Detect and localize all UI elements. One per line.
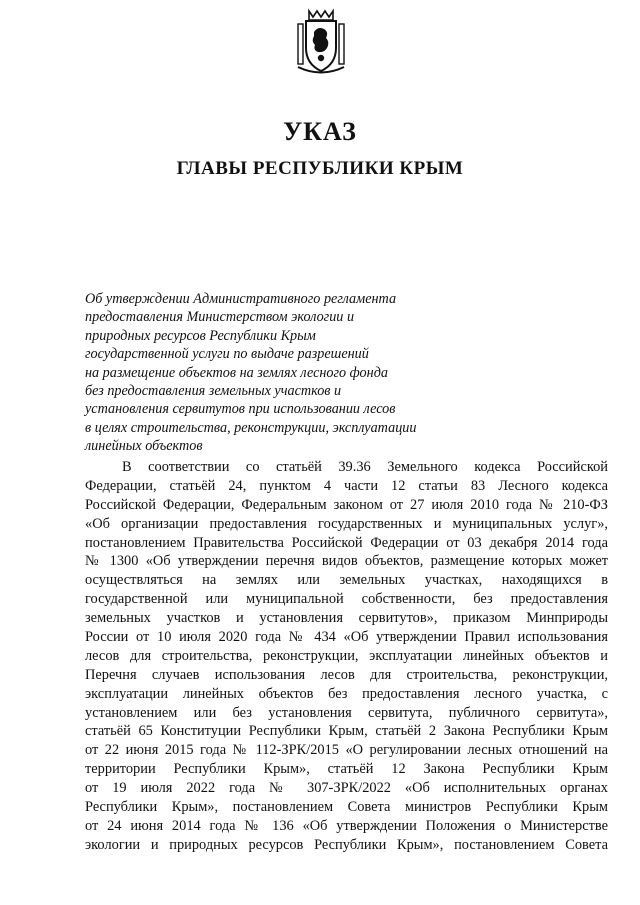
body-line: Республики Крым», постановлением Совета министров Республики Крым bbox=[85, 799, 608, 816]
document-body bbox=[85, 458, 608, 855]
body-line: постановлением Правительства Российской Федерации от 03 декабря 2014 года bbox=[85, 534, 608, 551]
body-line: от 19 июля 2022 года № 307-ЗРК/2022 «Об исполнительных органах bbox=[85, 780, 608, 797]
document-title: УКАЗ bbox=[283, 117, 357, 146]
subject-line: на размещение объектов на землях лесного фонда bbox=[85, 364, 388, 381]
subject-line: Об утверждении Административного регламента bbox=[85, 291, 397, 307]
crimea-coat-of-arms-icon bbox=[294, 8, 348, 78]
body-line: «Об организации предоставления государственных и муниципальных услуг», bbox=[85, 515, 608, 532]
subject-line: предоставления Министерством экологии и bbox=[85, 309, 355, 326]
body-line: экологии и природных ресурсов Республики Крым», постановлением Совета bbox=[85, 836, 608, 853]
body-line: государственной или муниципальной собственности, без предоставления bbox=[85, 591, 608, 608]
document-subtitle: ГЛАВЫ РЕСПУБЛИКИ КРЫМ bbox=[176, 158, 464, 179]
body-line: от 24 июня 2014 года № 136 «Об утверждении Положения о Министерстве bbox=[85, 817, 608, 834]
body-line: В соответствии со статьёй 39.36 Земельного кодекса Российской bbox=[122, 459, 608, 475]
body-line: № 1300 «Об утверждении перечня видов объектов, размещение которых может bbox=[85, 553, 608, 570]
subject-line: в целях строительства, реконструкции, эксплуатации bbox=[85, 419, 417, 436]
body-line: земельных участков и установления сервитутов», приказом Минприроды bbox=[85, 610, 608, 627]
subject-line: установления сервитутов при использовании лесов bbox=[85, 401, 396, 418]
body-line: Перечня случаев использования лесов для строительства, реконструкции, bbox=[85, 666, 608, 683]
subject-line: без предоставления земельных участков и bbox=[85, 383, 342, 400]
subject-line: государственной услуги по выдаче разрешений bbox=[85, 346, 369, 363]
body-line: территории Республики Крым», статьёй 12 Закона Республики Крым bbox=[85, 761, 608, 778]
subject-line: природных ресурсов Республики Крым bbox=[85, 327, 316, 344]
body-line: статьёй 65 Конституции Республики Крым, статьёй 2 Закона Республики Крым bbox=[85, 723, 608, 740]
body-line: установлением или без установления сервитута, публичного сервитута», bbox=[85, 704, 608, 721]
body-line: осуществляться на землях или земельных участках, находящихся в bbox=[85, 572, 608, 589]
body-line: лесов для строительства, реконструкции, эксплуатации линейных объектов и bbox=[85, 647, 608, 664]
body-line: эксплуатации линейных объектов без предоставления лесного участка, с bbox=[85, 685, 608, 702]
subject-line: линейных объектов bbox=[85, 438, 203, 455]
body-line: от 22 июня 2015 года № 112-ЗРК/2015 «О регулировании лесных отношений на bbox=[85, 742, 608, 759]
body-line: Федерации, статьёй 24, пунктом 4 части 12 статьи 83 Лесного кодекса bbox=[85, 477, 608, 494]
body-line: Российской Федерации, Федеральным законом от 27 июля 2010 года № 210-ФЗ bbox=[85, 496, 608, 513]
body-line: России от 10 июля 2020 года № 434 «Об утверждении Правил использования bbox=[85, 629, 608, 646]
document-subject bbox=[85, 290, 485, 456]
